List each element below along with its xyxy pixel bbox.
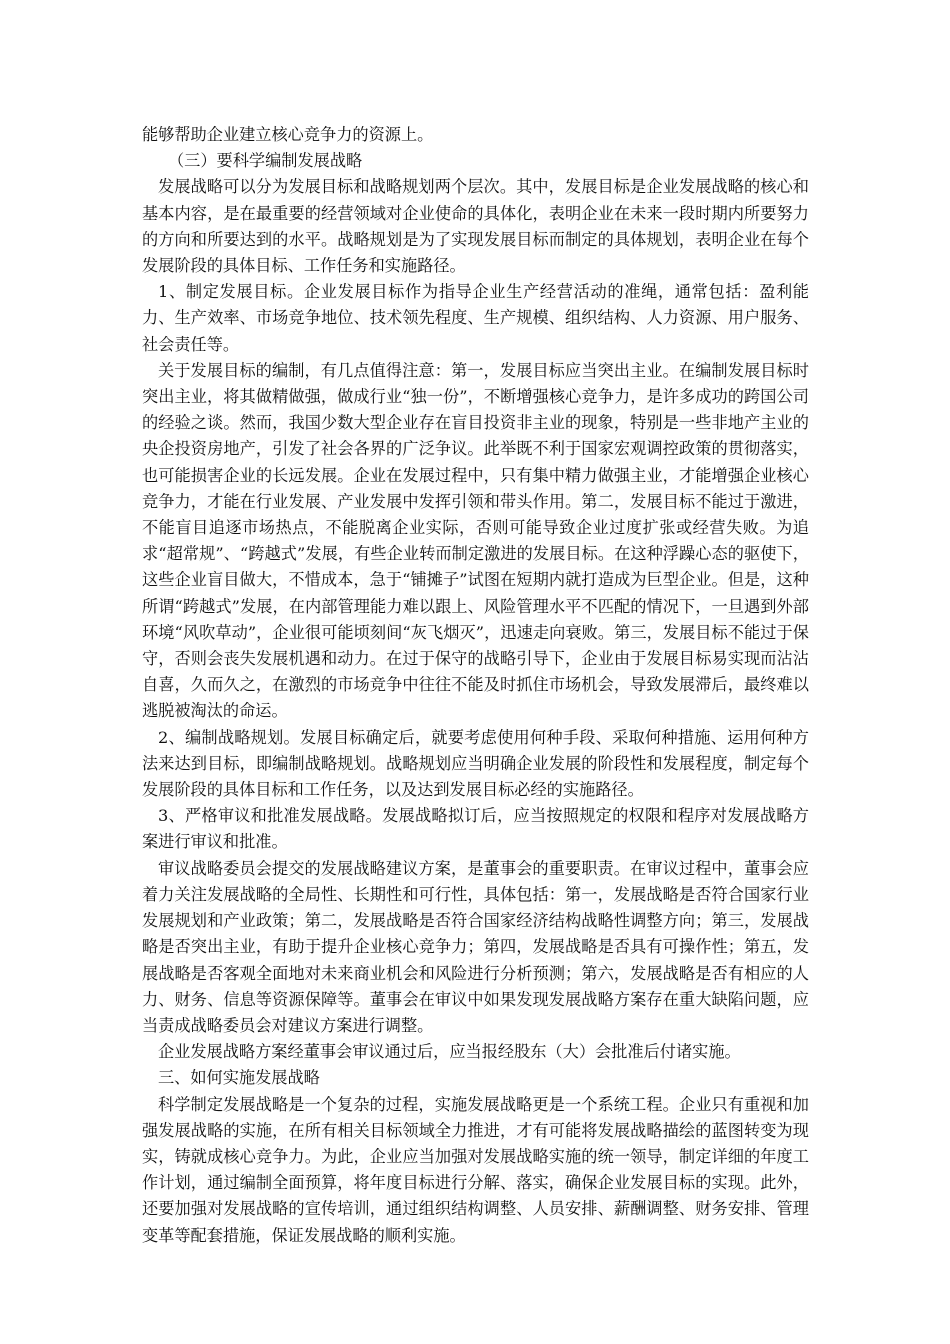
paragraph-board-review: 审议战略委员会提交的发展战略建议方案，是董事会的重要职责。在审议过程中，董事会应着力关注发展战略的全局性、长期性和可行性，具体包括：第一，发展战略是否符合国家行业发展规划和产业政策；第二，发展战略是否符合国家经济结构战略性调整方向；第三，发展战略是否突出主业，有助于提升企业核心竞争力；第四，发展战略是否具有可操作性；第五，发展战略是否客观全面地对未来商业机会和风险进行分析预测；第六，发展战略是否有相应的人力、财务、信息等资源保障等。董事会在审议中如果发现发展战略方案存在重大缺陷问题，应当责成战略委员会对建议方案进行调整。 [142,858,809,1035]
paragraph-implementation: 科学制定发展战略是一个复杂的过程，实施发展战略更是一个系统工程。企业只有重视和加强发展战略的实施，在所有相关目标领域全力推进，才有可能将发展战略描绘的蓝图转变为现实，铸就成核心竞争力。为此，企业应当加强对发展战略实施的统一领导，制定详细的年度工作计划，通过编制全面预算，将年度目标进行分解、落实，确保企业发展目标的实现。此外，还要加强对发展战略的宣传培训，通过组织结构调整、人员安排、薪酬调整、财务安排、管理变革等配套措施，保证发展战略的顺利实施。 [142,1094,809,1245]
paragraph-strategy-levels: 发展战略可以分为发展目标和战略规划两个层次。其中，发展目标是企业发展战略的核心和基本内容，是在最重要的经营领域对企业使命的具体化，表明企业在未来一段时期内所要努力的方向和所要达到的水平。战略规划是为了实现发展目标而制定的具体规划，表明企业在每个发展阶段的具体目标、工作任务和实施路径。 [142,177,809,276]
document-body [142,122,809,1249]
section-heading-3: （三）要科学编制发展战略 [168,151,363,171]
paragraph-set-goals: 1、制定发展目标。企业发展目标作为指导企业生产经营活动的准绳，通常包括：盈利能力、生产效率、市场竞争地位、技术领先程度、生产规模、组织结构、人力资源、用户服务、社会责任等。 [142,282,809,354]
paragraph-shareholder-approval: 企业发展战略方案经董事会审议通过后，应当报经股东（大）会批准后付诸实施。 [158,1042,741,1062]
paragraph-strategic-planning: 2、编制战略规划。发展目标确定后，就要考虑使用何种手段、采取何种措施、运用何种方法来达到目标，即编制战略规划。战略规划应当明确企业发展的阶段性和发展程度，制定每个发展阶段的具体目标和工作任务，以及达到发展目标必经的实施路径。 [142,727,809,800]
paragraph-goal-notes: 关于发展目标的编制，有几点值得注意：第一，发展目标应当突出主业。在编制发展目标时突出主业，将其做精做强，做成行业“独一份”，不断增强核心竞争力，是许多成功的跨国公司的经验之谈。然而，我国少数大型企业存在盲目投资非主业的现象，特别是一些非地产主业的央企投资房地产，引发了社会各界的广泛争议。此举既不利于国家宏观调控政策的贯彻落实，也可能损害企业的长远发展。企业在发展过程中，只有集中精力做强主业，才能增强企业核心竞争力，才能在行业发展、产业发展中发挥引领和带头作用。第二，发展目标不能过于激进，不能盲目追逐市场热点，不能脱离企业实际，否则可能导致企业过度扩张或经营失败。为追求“超常规”、“跨越式”发展，有些企业转而制定激进的发展目标。在这种浮躁心态的驱使下，这些企业盲目做大，不惜成本，急于“铺摊子”试图在短期内就打造成为巨型企业。但是，这种所谓“跨越式”发展，在内部管理能力难以跟上、风险管理水平不匹配的情况下，一旦遇到外部环境“风吹草动”，企业很可能顷刻间“灰飞烟灭”，迅速走向衰败。第三，发展目标不能过于保守，否则会丧失发展机遇和动力。在过于保守的战略引导下，企业由于发展目标易实现而沾沾自喜，久而久之，在激烈的市场竞争中往往不能及时抓住市场机会，导致发展滞后，最终难以逃脱被淘汰的命运。 [142,360,809,721]
section-heading-implement: 三、如何实施发展战略 [158,1068,320,1088]
paragraph-continuation: 能够帮助企业建立核心竞争力的资源上。 [142,125,434,144]
paragraph-review-approve: 3、严格审议和批准发展战略。发展战略拟订后，应当按照规定的权限和程序对发展战略方案进行审议和批准。 [142,806,809,852]
